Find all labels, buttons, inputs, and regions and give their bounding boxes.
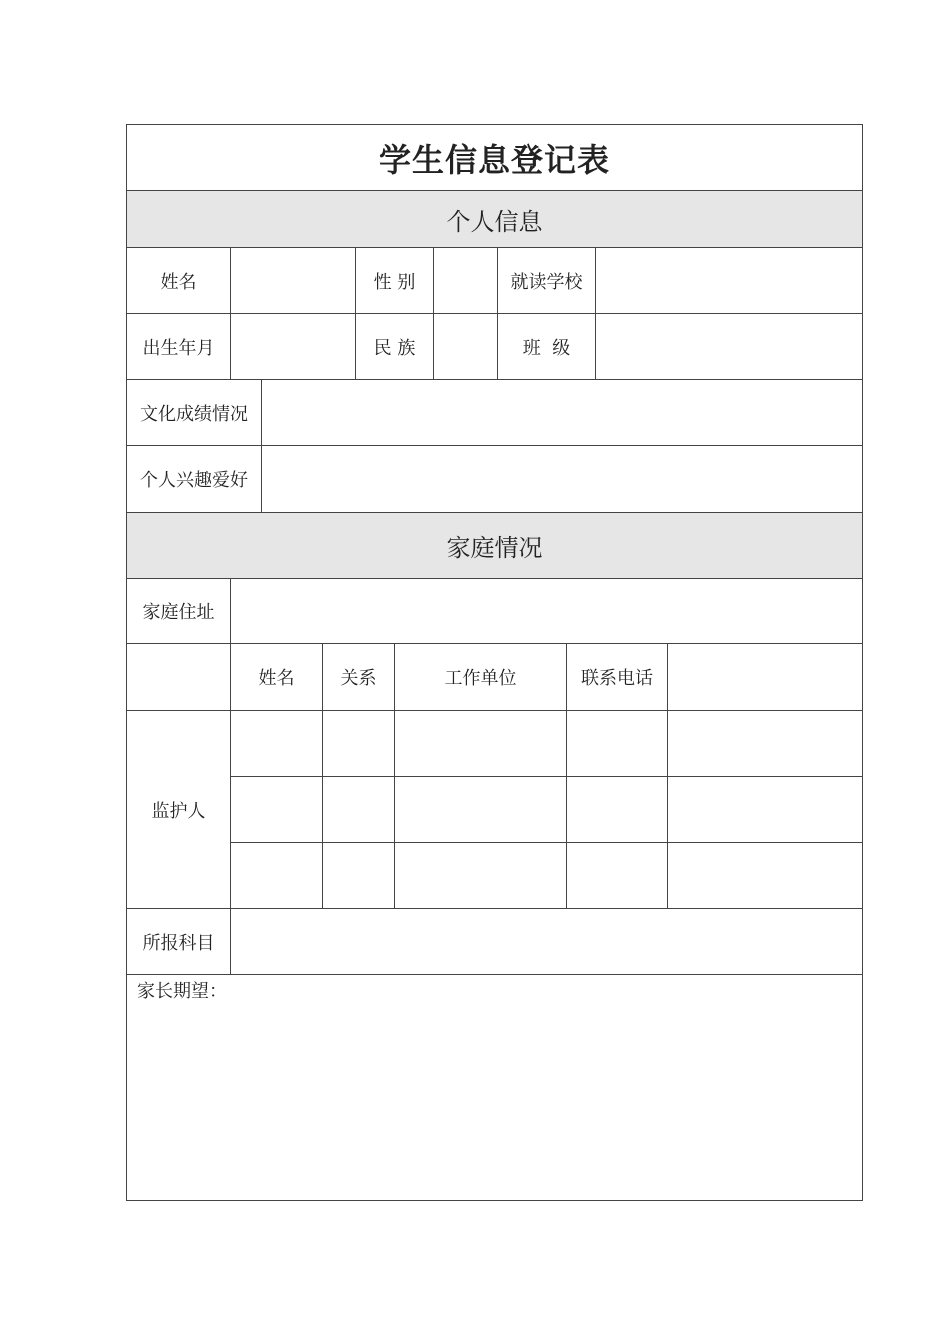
guardian-3-phone-field[interactable] <box>567 843 667 908</box>
guardian-3-name-field[interactable] <box>231 843 322 908</box>
guardian-2-workplace-field[interactable] <box>395 777 566 842</box>
birth-date-field[interactable] <box>231 314 355 379</box>
guardian-1-extra-field[interactable] <box>668 711 862 776</box>
address-label: 家庭住址 <box>142 602 215 623</box>
gender-field[interactable] <box>434 248 497 313</box>
guardian-1-name-field[interactable] <box>231 711 322 776</box>
grades-field[interactable] <box>262 380 862 445</box>
hobbies-field[interactable] <box>262 446 862 512</box>
guardian-1-relation-field[interactable] <box>323 711 394 776</box>
parent-expectation-field[interactable] <box>127 975 862 1200</box>
guardian-header-relation: 关系 <box>340 668 377 689</box>
school-field[interactable] <box>596 248 862 313</box>
guardian-2-extra-field[interactable] <box>668 777 862 842</box>
subjects-field[interactable] <box>231 909 862 974</box>
ethnicity-field[interactable] <box>434 314 497 379</box>
guardian-3-extra-field[interactable] <box>668 843 862 908</box>
guardian-3-workplace-field[interactable] <box>395 843 566 908</box>
personal-section-heading: 个人信息 <box>446 207 543 236</box>
guardian-3-relation-field[interactable] <box>323 843 394 908</box>
class-label: 班 级 <box>522 337 571 359</box>
student-registration-form <box>126 124 863 1201</box>
guardian-2-name-field[interactable] <box>231 777 322 842</box>
school-label: 就读学校 <box>510 271 583 293</box>
parent-expectation-label: 家长期望： <box>137 981 227 1002</box>
family-section-heading: 家庭情况 <box>446 534 543 562</box>
guardian-header-workplace: 工作单位 <box>444 668 517 689</box>
name-label: 姓名 <box>160 271 197 293</box>
subjects-label: 所报科目 <box>142 932 215 954</box>
address-field[interactable] <box>231 579 862 643</box>
ethnicity-label: 民 族 <box>373 337 416 359</box>
hobbies-label: 个人兴趣爱好 <box>140 470 248 491</box>
class-field[interactable] <box>596 314 862 379</box>
form-title: 学生信息登记表 <box>378 140 610 179</box>
guardian-1-workplace-field[interactable] <box>395 711 566 776</box>
guardian-header-name: 姓名 <box>258 668 295 689</box>
grades-label: 文化成绩情况 <box>140 403 248 425</box>
guardian-label: 监护人 <box>151 800 206 822</box>
guardian-1-phone-field[interactable] <box>567 711 667 776</box>
guardian-2-phone-field[interactable] <box>567 777 667 842</box>
guardian-2-relation-field[interactable] <box>323 777 394 842</box>
birth-date-label: 出生年月 <box>142 337 215 359</box>
guardian-header-phone: 联系电话 <box>581 668 653 689</box>
name-field[interactable] <box>231 248 355 313</box>
gender-label: 性 别 <box>373 271 416 293</box>
